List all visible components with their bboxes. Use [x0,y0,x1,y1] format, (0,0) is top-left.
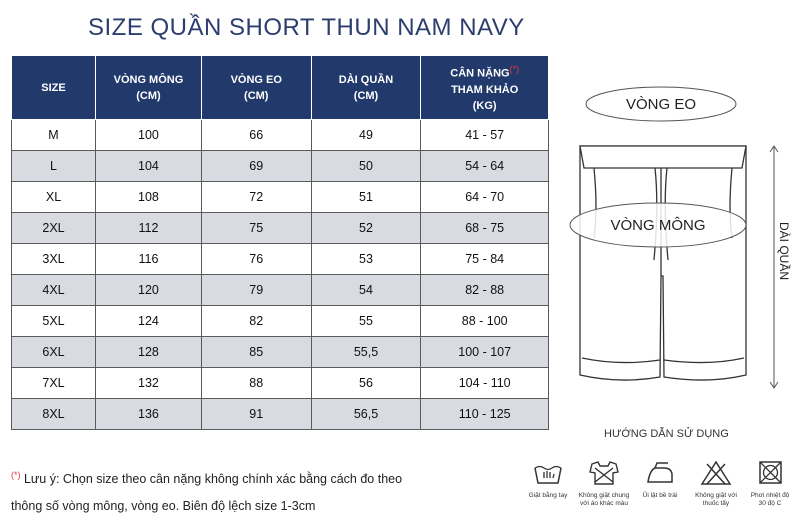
care-iron [630,460,690,500]
table-header-row [12,56,549,120]
cell-hip: 124 [96,306,202,337]
table-row [12,213,549,244]
header-size: SIZE [12,56,96,120]
cell-size: 3XL [12,244,96,275]
care-hand-wash [518,460,578,500]
cell-weight: 88 - 100 [421,306,549,337]
header-hip-label: VÒNG MÔNG [113,73,184,86]
header-weight [421,56,549,120]
cell-length: 52 [311,213,421,244]
table-row [12,151,549,182]
cell-size: 7XL [12,368,96,399]
shorts-diagram [560,70,800,430]
header-waist-unit: (CM) [244,89,269,102]
cell-waist: 75 [201,213,311,244]
header-weight-sub: THAM KHẢO [451,83,519,96]
header-length-unit: (CM) [353,89,379,102]
iron-inside-out-icon [644,460,676,486]
cell-weight: 41 - 57 [421,120,549,151]
cell-length: 56,5 [311,399,421,430]
cell-size: XL [12,182,96,213]
cell-size: 5XL [12,306,96,337]
header-hip-unit: (CM) [136,89,161,102]
header-length-label: DÀI QUẦN [338,73,394,86]
table-row [12,368,549,399]
cell-waist: 82 [201,306,311,337]
cell-length: 55,5 [311,337,421,368]
page-title: SIZE QUẦN SHORT THUN NAM NAVY [88,14,525,41]
cell-waist: 85 [201,337,311,368]
header-weight-marker: (*) [509,64,520,75]
cell-size: 4XL [12,275,96,306]
header-hip [96,56,202,120]
shorts-outline [580,146,746,380]
cell-hip: 128 [96,337,202,368]
cell-weight: 75 - 84 [421,244,549,275]
care-label-wash-separately: Không giặt chung với áo khác màu [578,492,630,507]
no-bleach-icon [700,460,732,486]
hand-wash-icon [532,460,564,486]
cell-size: 6XL [12,337,96,368]
cell-length: 54 [311,275,421,306]
cell-length: 53 [311,244,421,275]
note-marker: (*) [11,470,21,480]
cell-hip: 112 [96,213,202,244]
cell-weight: 82 - 88 [421,275,549,306]
cell-hip: 116 [96,244,202,275]
cell-waist: 79 [201,275,311,306]
cell-waist: 69 [201,151,311,182]
care-label-dry: Phơi nhiệt độ 30 độ C [750,492,790,507]
note-line-1: Lưu ý: Chọn size theo cân nặng không chính xác bằng cách đo theo [23,472,403,487]
cell-weight: 68 - 75 [421,213,549,244]
table-row [12,275,549,306]
usage-guide-title: HƯỚNG DẪN SỬ DỤNG [604,428,729,440]
cell-length: 51 [311,182,421,213]
header-waist [201,56,311,120]
table-row [12,306,549,337]
table-row [12,399,549,430]
care-label-no-bleach: Không giặt với thuốc tẩy [695,492,737,507]
cell-length: 50 [311,151,421,182]
cell-hip: 132 [96,368,202,399]
care-wash-separately [574,460,634,508]
waist-label: VÒNG EO [625,96,697,113]
hip-label: VÒNG MÔNG [610,217,706,234]
cell-size: 8XL [12,399,96,430]
note-line-2: thông số vòng mông, vòng eo. Biên độ lệch size 1-3cm [11,499,316,514]
cell-waist: 76 [201,244,311,275]
cell-hip: 136 [96,399,202,430]
cell-weight: 100 - 107 [421,337,549,368]
length-label: DÀI QUẦN [777,222,791,281]
cell-hip: 120 [96,275,202,306]
cell-hip: 108 [96,182,202,213]
care-no-bleach [686,460,746,508]
cell-length: 56 [311,368,421,399]
cell-weight: 64 - 70 [421,182,549,213]
header-waist-label: VÒNG EO [230,73,282,86]
table-row [12,120,549,151]
header-length [311,56,421,120]
cell-weight: 110 - 125 [421,399,549,430]
size-table [11,55,549,430]
cell-hip: 104 [96,151,202,182]
header-weight-label: CÂN NẶNG [450,67,510,80]
cell-waist: 88 [201,368,311,399]
cell-size: 2XL [12,213,96,244]
tumble-dry-icon [754,460,786,486]
cell-hip: 100 [96,120,202,151]
cell-weight: 54 - 64 [421,151,549,182]
care-label-hand-wash: Giặt bằng tay [528,492,568,499]
care-label-iron: Ủi lật bề trái [642,492,678,499]
table-row [12,244,549,275]
table-row [12,337,549,368]
cell-size: L [12,151,96,182]
size-note [11,462,402,520]
cell-size: M [12,120,96,151]
cell-weight: 104 - 110 [421,368,549,399]
cell-waist: 66 [201,120,311,151]
table-row [12,182,549,213]
cell-waist: 72 [201,182,311,213]
wash-separately-icon [588,460,620,486]
care-dry [740,460,800,508]
cell-length: 49 [311,120,421,151]
cell-waist: 91 [201,399,311,430]
header-weight-unit: (KG) [472,99,497,112]
cell-length: 55 [311,306,421,337]
